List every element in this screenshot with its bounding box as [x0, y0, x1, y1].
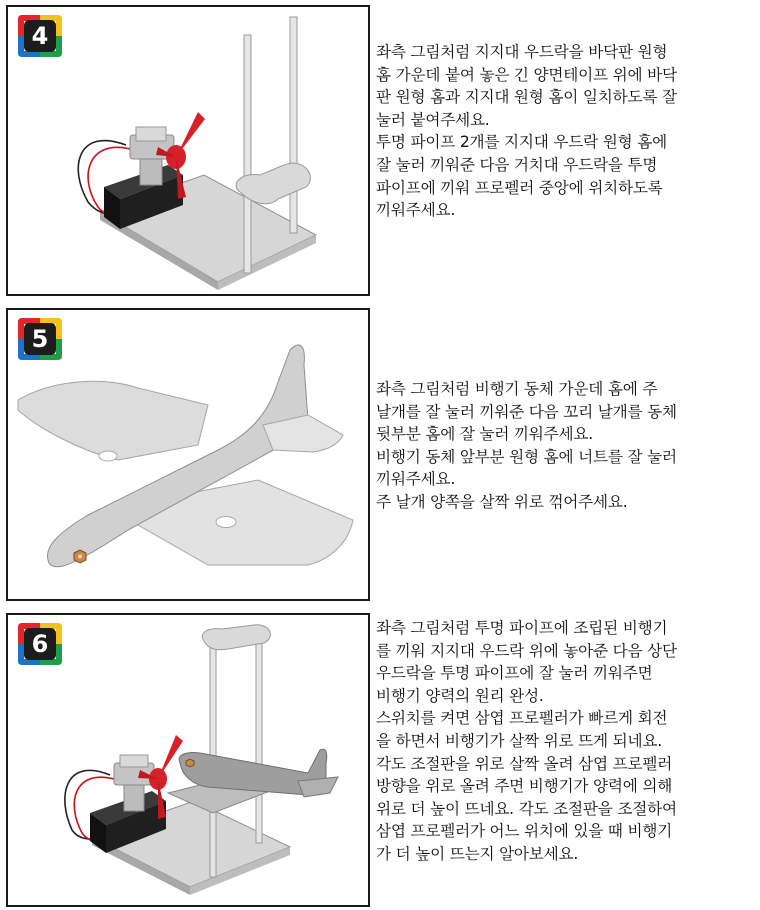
text-line: 좌측 그림처럼 투명 파이프에 조립된 비행기	[376, 619, 668, 637]
text-line: 눌러 붙여주세요.	[376, 110, 490, 129]
text-line: 판 원형 홈과 지지대 원형 홈이 일치하도록 잘	[376, 88, 677, 107]
airplane-illustration	[8, 310, 368, 599]
step-6-badge	[18, 623, 62, 665]
step-4-badge	[18, 15, 62, 57]
text-line: 날개를 잘 눌러 끼워준 다음 꼬리 날개를 동체	[376, 402, 677, 421]
text-line: 끼워주세요.	[376, 470, 456, 489]
text-line: 주 날개 양쪽을 살짝 위로 꺾어주세요.	[376, 492, 628, 511]
text-line: 각도 조절판을 위로 살짝 올려 삼엽 프로펠러	[376, 754, 673, 773]
step-5-description	[376, 378, 748, 514]
step-4-illustration-panel	[6, 5, 370, 296]
stand-with-propeller-illustration	[8, 7, 368, 294]
text-line: 끼워주세요.	[376, 201, 456, 220]
text-line: 비행기 양력의 원리 완성.	[376, 686, 544, 705]
text-line: 좌측 그림처럼 비행기 동체 가운데 홈에 주	[376, 380, 658, 398]
step-6-number: 6	[24, 628, 56, 660]
step-4-number: 4	[24, 20, 56, 52]
step-5-number: 5	[24, 323, 56, 355]
text-line: 우드락을 투명 파이프에 잘 눌러 끼워주면	[376, 664, 653, 683]
text-line: 방향을 위로 올려 주면 비행기가 양력에 의해	[376, 777, 673, 796]
step-5	[0, 300, 760, 605]
text-line: 위로 더 높이 뜨네요. 각도 조절판을 조절하여	[376, 799, 677, 818]
step-6-illustration-panel	[6, 613, 370, 907]
step-4-description	[376, 41, 748, 222]
text-line: 뒷부분 홈에 잘 눌러 끼워주세요.	[376, 425, 594, 444]
text-line: 가 더 높이 뜨는지 알아보세요.	[376, 844, 579, 863]
text-line: 좌측 그림처럼 지지대 우드락을 바닥판 원형	[376, 43, 668, 61]
text-line: 투명 파이프 2개를 지지대 우드락 원형 홈에	[376, 133, 667, 152]
text-line: 홈 가운데 붙여 놓은 긴 양면테이프 위에 바닥	[376, 65, 677, 84]
step-4	[0, 0, 760, 300]
step-6	[0, 605, 760, 910]
text-line: 파이프에 끼워 프로펠러 중앙에 위치하도록	[376, 178, 663, 197]
text-line: 스위치를 켜면 삼엽 프로펠러가 빠르게 회전	[376, 709, 668, 728]
step-5-badge	[18, 318, 62, 360]
step-5-illustration-panel	[6, 308, 370, 601]
text-line: 비행기 동체 앞부분 원형 홈에 너트를 잘 눌러	[376, 447, 677, 466]
text-line: 삼엽 프로펠러가 어느 위치에 있을 때 비행기	[376, 822, 673, 841]
text-line: 잘 눌러 끼워준 다음 거치대 우드락을 투명	[376, 155, 658, 174]
text-line: 을 하면서 비행기가 살짝 위로 뜨게 되네요.	[376, 731, 662, 750]
step-6-description	[376, 617, 748, 866]
lift-experiment-illustration	[8, 615, 368, 905]
text-line: 를 끼워 지지대 우드락 위에 놓아준 다음 상단	[376, 641, 677, 660]
